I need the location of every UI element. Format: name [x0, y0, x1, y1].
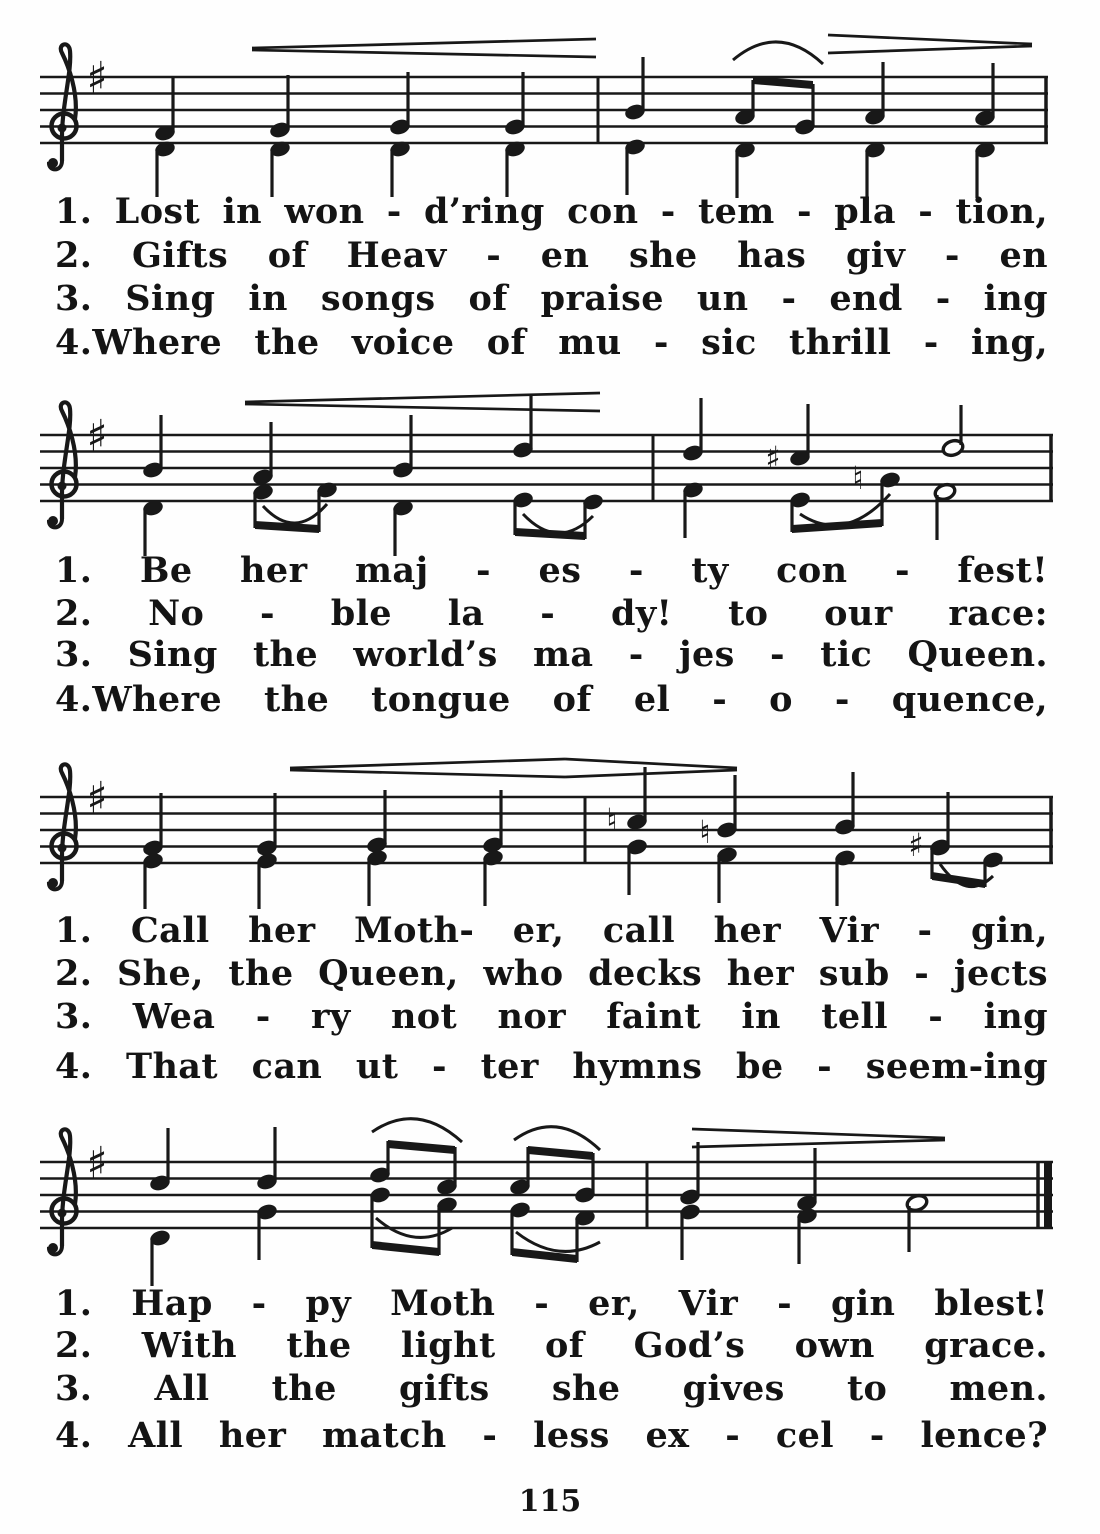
slur-curve: [733, 42, 823, 64]
decrescendo-hairpin-icon: [828, 35, 1032, 44]
lyric-line-s2-v4: 4.Where the tongue of el - o - quence,: [55, 679, 1048, 720]
decrescendo-hairpin-icon: [692, 1140, 945, 1147]
accidental-sharp-icon: ♯: [908, 826, 924, 864]
beam: [528, 1146, 593, 1160]
treble-clef-icon: [48, 1243, 58, 1253]
slur-curve: [516, 1232, 600, 1251]
lyric-line-s4-v4: 4. All her match - less ex - cel - lence?: [55, 1415, 1048, 1456]
lyric-line-s2-v2: 2. No - ble la - dy! to our race:: [55, 593, 1048, 634]
lyric-line-s1-v4: 4.Where the voice of mu - sic thrill - ing,: [55, 322, 1048, 363]
key-signature-sharp-icon: ♯: [86, 53, 108, 104]
lyric-line-s2-v1: 1. Be her maj - es - ty con - fest!: [55, 550, 1048, 591]
slur-curve: [514, 1127, 600, 1150]
crescendo-hairpin-icon: [245, 404, 600, 411]
lyric-line-s1-v3: 3. Sing in songs of praise un - end - ing: [55, 278, 1048, 319]
decrescendo-hairpin-icon: [692, 1129, 945, 1138]
key-signature-sharp-icon: ♯: [86, 1138, 108, 1189]
accidental-sharp-icon: ♯: [765, 439, 781, 477]
crescendo-hairpin-icon: [245, 393, 600, 402]
lyric-line-s2-v3: 3. Sing the world’s ma - jes - tic Queen.: [55, 634, 1048, 675]
accidental-natural-icon: ♮: [606, 801, 618, 839]
final-barline-thick: [1044, 1162, 1052, 1228]
beam: [388, 1140, 455, 1154]
crescendo-hairpin-icon: [290, 770, 565, 777]
decrescendo-hairpin-icon: [565, 770, 737, 777]
page-number: 115: [518, 1484, 582, 1519]
accidental-natural-icon: ♮: [699, 813, 711, 851]
treble-clef-icon: [48, 516, 58, 526]
key-signature-sharp-icon: ♯: [86, 411, 108, 462]
crescendo-hairpin-icon: [252, 50, 596, 57]
lyric-line-s3-v4: 4. That can ut - ter hymns be - seem-ing: [55, 1046, 1048, 1087]
lyric-line-s3-v1: 1. Call her Moth- er, call her Vir - gin,: [55, 910, 1048, 951]
lyric-line-s4-v2: 2. With the light of God’s own grace.: [55, 1325, 1048, 1366]
lyric-line-s4-v3: 3. All the gifts she gives to men.: [55, 1368, 1048, 1409]
lyric-line-s3-v2: 2. She, the Queen, who decks her sub - jects: [55, 953, 1048, 994]
lyric-line-s1-v2: 2. Gifts of Heav - en she has giv - en: [55, 235, 1048, 276]
crescendo-hairpin-icon: [252, 39, 596, 48]
crescendo-hairpin-icon: [290, 759, 565, 768]
treble-clef-icon: [48, 158, 58, 168]
beam: [372, 1241, 439, 1256]
lyric-line-s1-v1: 1. Lost in won - d’ring con - tem - pla - tion,: [55, 191, 1048, 232]
key-signature-sharp-icon: ♯: [86, 773, 108, 824]
lyric-line-s4-v1: 1. Hap - py Moth - er, Vir - gin blest!: [55, 1283, 1048, 1324]
decrescendo-hairpin-icon: [565, 759, 737, 768]
treble-clef-icon: [48, 878, 58, 888]
accidental-natural-icon: ♮: [852, 459, 864, 497]
lyric-line-s3-v3: 3. Wea - ry not nor faint in tell - ing: [55, 996, 1048, 1037]
slur-curve: [372, 1119, 462, 1142]
decrescendo-hairpin-icon: [828, 46, 1032, 53]
